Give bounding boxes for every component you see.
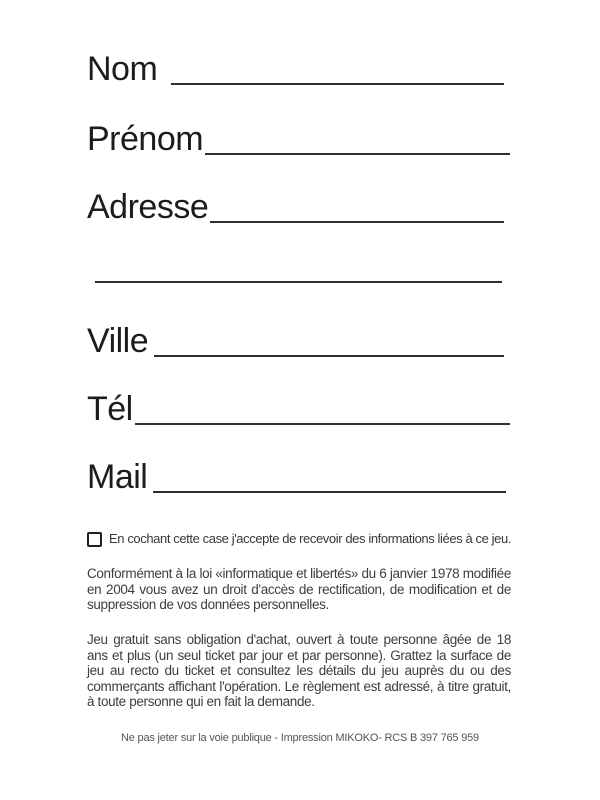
ville-label: Ville: [87, 322, 149, 360]
field-row-mail: [87, 458, 506, 496]
consent-checkbox[interactable]: [87, 532, 102, 547]
print-footer-text: Ne pas jeter sur la voie publique - Impression MIKOKO- RCS B 397 765 959: [121, 732, 479, 744]
prenom-label: Prénom: [87, 120, 204, 158]
tel-input-line[interactable]: [135, 390, 510, 425]
privacy-notice-text: Conformément à la loi «informatique et libertés» du 6 janvier 1978 modifiée en 2004 vous avez un droit d'accès de rectification, de modification et de suppression de vos données personnelles.: [87, 566, 511, 613]
consent-label: En cochant cette case j'accepte de recevoir des informations liées à ce jeu.: [109, 531, 512, 546]
nom-label: Nom: [87, 50, 158, 88]
adresse-label: Adresse: [87, 188, 209, 226]
consent-row: [87, 530, 517, 548]
nom-input-line[interactable]: [171, 50, 504, 85]
adresse-input-line-2[interactable]: [95, 281, 502, 283]
field-row-prenom: [87, 120, 510, 158]
field-row-ville: [87, 322, 504, 360]
adresse-input-line[interactable]: [210, 188, 504, 223]
mail-input-line[interactable]: [153, 458, 506, 493]
field-row-adresse: [87, 188, 504, 226]
mail-label: Mail: [87, 458, 148, 496]
ville-input-line[interactable]: [154, 322, 504, 357]
field-row-tel: [87, 390, 510, 428]
tel-label: Tél: [87, 390, 133, 428]
game-rules-text: Jeu gratuit sans obligation d'achat, ouvert à toute personne âgée de 18 ans et plus (un seul ticket par jour et par personne). Grattez la surface de jeu au recto du ticket et consultez les détails du jeu auprès du ou des commerçants affichant l'opération. Le règlement est adressé, à titre gratuit, à toute personne qui en fait la demande.: [87, 632, 511, 710]
prenom-input-line[interactable]: [205, 120, 510, 155]
field-row-nom: [87, 50, 504, 88]
